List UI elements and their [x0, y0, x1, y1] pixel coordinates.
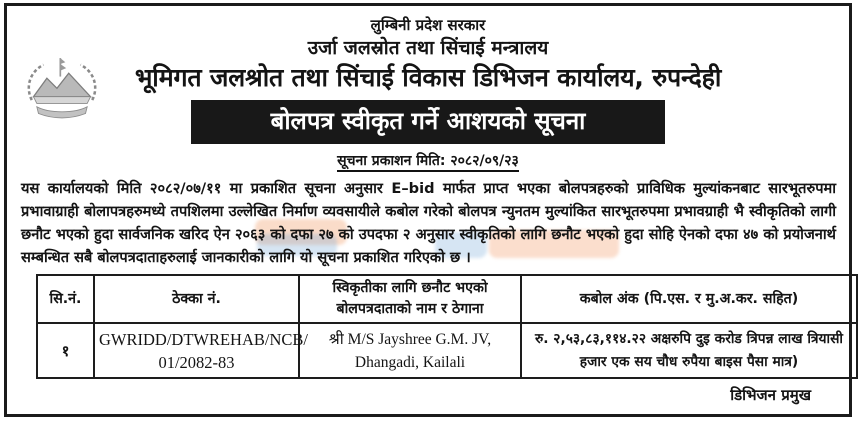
cell-serial-number: १: [37, 323, 94, 378]
bidder-name-line: श्री M/S Jayshree G.M. JV,: [328, 330, 492, 348]
notice-sheet: [4, 3, 852, 417]
table-row: [37, 323, 857, 378]
contract-number-line2: 01/2082-83: [158, 352, 235, 372]
notice-body-paragraph: यस कार्यालयको मिति २०८२/०७/११ मा प्रकाशित सूचना अनुसार E–bid मार्फत प्राप्त भएका बोलपत्रहरुको प्राविधिक मुल्यांकनबाट सारभूतरुपमा प्रभावाग्राही बोलापत्रहरुमध्ये तपशिलमा उल्लेखित निर्माण व्यवसायीले कबोल गरेको बोलपत्र न्युनतम मुल्यांकित सारभूतरुपमा प्रभावग्राही भै स्वीकृतिको लागी छनौट भएको हुदा सार्वजनिक खरिद ऐन २०६३ को दफा २७ को उपदफा २ अनुसार स्वीकृतिको लागि छनौट भएको हुदा सोहि ऐनको दफा ४७ को प्रयोजनार्थ सम्बन्धित सबै बोलपत्रदाताहरुलाई जानकारीको लागि यो सूचना प्रकाशित गरिएको छ ।: [21, 180, 836, 266]
government-name: लुम्बिनी प्रदेश सरकार: [370, 16, 486, 34]
ministry-name: उर्जा जलस्रोत तथा सिंचाई मन्त्रालय: [307, 37, 549, 59]
bid-award-table: [36, 274, 858, 379]
publish-date: [7, 151, 849, 170]
notice-title-banner: बोलपत्र स्वीकृत गर्ने आशयको सूचना: [191, 100, 665, 144]
bidder-address-line: Dhangadi, Kailali: [354, 353, 466, 371]
header-selected-bidder-line2: बोलपत्रदाताको नाम र ठेगाना: [336, 301, 484, 317]
header-contract-number: ठेक्का नं.: [94, 275, 299, 323]
cell-contract-number: [94, 323, 308, 378]
publish-date-text: सूचना प्रकाशन मिति: २०८२/०९/२३: [337, 153, 519, 172]
contract-number-line1: GWRIDD/DTWREHAB/NCB/: [99, 329, 308, 349]
header-selected-bidder: [299, 275, 521, 323]
cell-bidder-name-address: [299, 323, 521, 378]
cell-quoted-amount: रु. २,५३,८३,११४.२२ अक्षरुपि दुइ करोड त्रिपन्न लाख त्रियासी हजार एक सय चौध रुपैया बाइस पैसा मात्र): [521, 323, 857, 378]
header-serial-number: सि.नं.: [37, 275, 94, 323]
office-name: भूमिगत जलश्रोत तथा सिंचाई विकास डिभिजन कार्यालय, रुपन्देही: [134, 63, 722, 92]
notice-header: [7, 6, 849, 170]
signature-title: डिभिजन प्रमुख: [730, 386, 811, 404]
header-selected-bidder-line1: स्विकृतीका लागि छनौट भएको: [332, 280, 488, 296]
header-quoted-amount: कबोल अंक (पि.एस. र मु.अ.कर. सहित): [521, 275, 857, 323]
table-header-row: [37, 275, 857, 323]
